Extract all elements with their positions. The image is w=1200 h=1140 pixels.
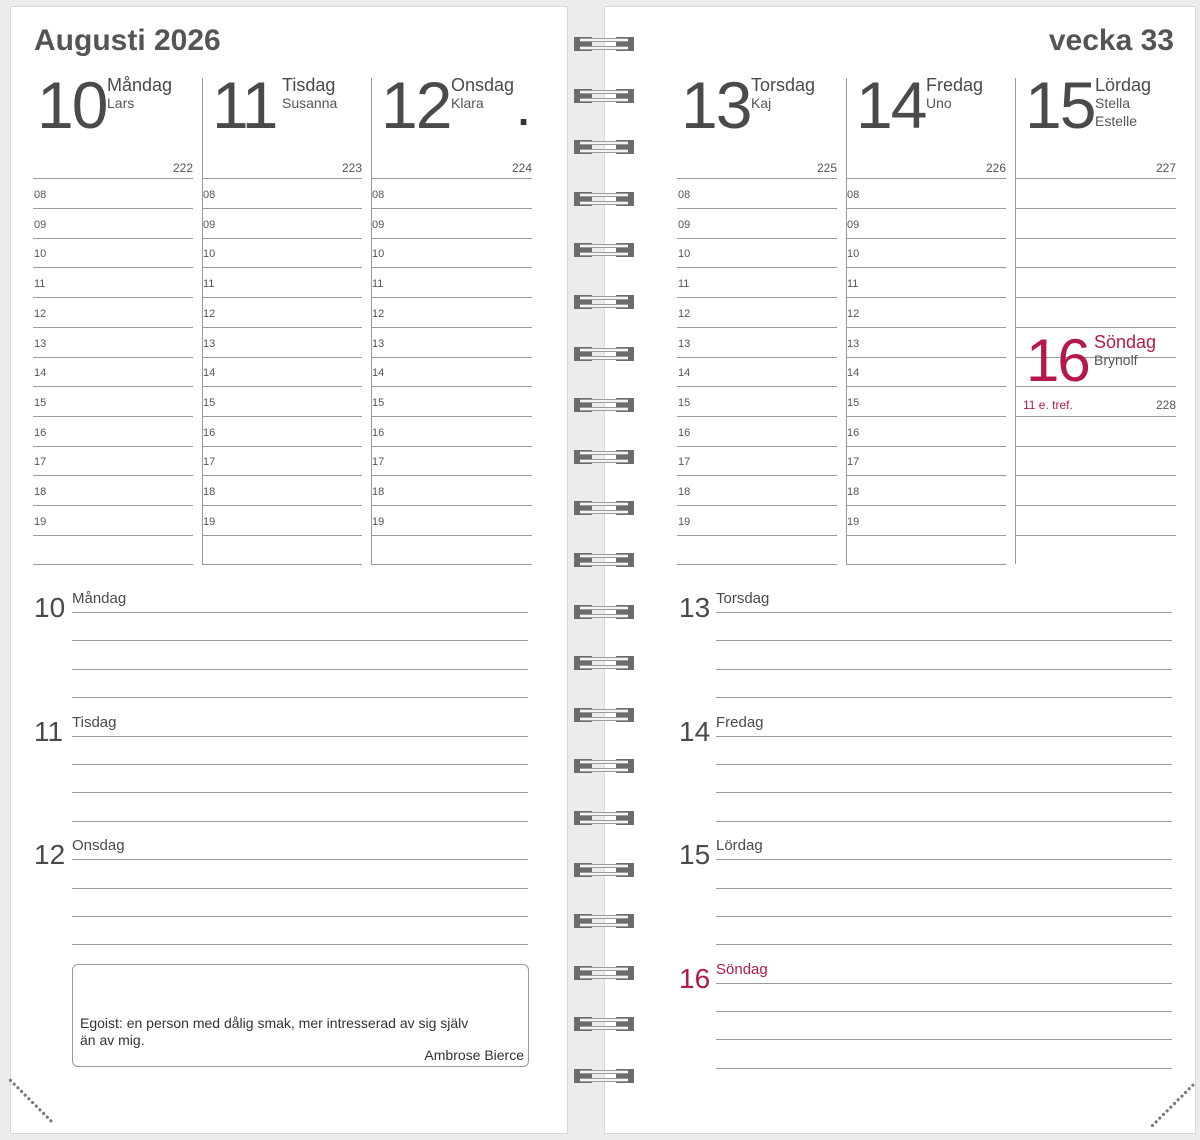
week-number: vecka 33: [1048, 24, 1174, 57]
hour-label: 09: [678, 218, 691, 231]
hour-line: [371, 535, 532, 536]
hour-label: 11: [678, 278, 690, 291]
section-day-name: Lördag: [716, 837, 763, 855]
hour-label: 18: [678, 486, 691, 498]
hour-label: 15: [372, 396, 385, 409]
hour-label: 17: [372, 456, 385, 469]
quote-author: Ambrose Bierce: [424, 1047, 524, 1063]
section-day-number: 10: [34, 592, 66, 623]
binding-ring: [572, 963, 636, 983]
day-of-year: 226: [985, 161, 1006, 175]
hour-label: 17: [34, 456, 47, 469]
hour-line: [371, 208, 532, 209]
hour-line: [33, 564, 193, 565]
hour-line: [846, 535, 1006, 536]
day-of-year: 223: [341, 161, 362, 175]
hour-line: [846, 208, 1006, 209]
day-of-year: 224: [511, 161, 532, 175]
hour-label: 14: [678, 367, 691, 380]
writing-line: [716, 1039, 1172, 1040]
hour-line: [202, 327, 362, 328]
hour-label: 16: [203, 426, 216, 439]
sunday-note: 11 e. tref.: [1023, 398, 1073, 412]
hour-label: 19: [203, 515, 216, 528]
hour-line: [371, 416, 532, 417]
hour-label: 17: [203, 456, 216, 469]
hour-line: [1015, 238, 1176, 239]
hour-line: [371, 267, 532, 268]
writing-line: [716, 1068, 1172, 1069]
hour-line: [677, 386, 837, 387]
hour-line: [677, 327, 837, 328]
binding-ring: [572, 86, 636, 106]
section-day-number: 14: [679, 715, 711, 747]
sunday-name-day: Brynolf: [1094, 352, 1138, 368]
binding-ring: [572, 860, 636, 880]
hour-label: 11: [372, 278, 384, 291]
hour-label: 11: [203, 278, 215, 291]
hour-label: 08: [847, 189, 860, 201]
hour-label: 13: [678, 337, 691, 350]
hour-line: [846, 238, 1006, 239]
writing-line: [716, 669, 1172, 670]
hour-line: [677, 446, 837, 447]
hour-line: [677, 357, 837, 358]
hour-line: [1015, 535, 1176, 536]
column-divider: [1015, 78, 1016, 564]
binding-ring: [572, 602, 636, 622]
hour-label: 19: [372, 515, 385, 528]
binding-ring: [572, 653, 636, 673]
sunday-number: 16: [1026, 327, 1089, 394]
writing-line: [72, 821, 528, 822]
hour-line: [846, 446, 1006, 447]
binding-ring: [572, 1066, 636, 1086]
hour-line: [33, 535, 193, 536]
hour-line: [677, 416, 837, 417]
binding-ring: [572, 1014, 636, 1034]
sunday-day-of-year: 228: [1155, 398, 1176, 412]
hour-line: [33, 238, 193, 239]
name-day: Kaj: [751, 95, 772, 111]
hour-label: 15: [678, 396, 691, 409]
hour-label: 13: [203, 337, 216, 350]
hour-label: 13: [847, 337, 860, 350]
writing-line: [716, 859, 1172, 860]
hour-line: [202, 535, 362, 536]
hour-label: 10: [678, 248, 691, 261]
hour-label: 11: [34, 278, 46, 291]
hour-line: [846, 357, 1006, 358]
hour-label: 12: [847, 307, 860, 320]
section-day-name: Torsdag: [716, 590, 770, 607]
hour-label: 10: [847, 248, 860, 261]
hour-line: [677, 535, 837, 536]
hour-line: [371, 386, 532, 387]
hour-line: [677, 238, 837, 239]
binding-ring: [572, 447, 636, 467]
writing-line: [72, 792, 528, 793]
hour-line: [371, 327, 532, 328]
hour-line: [846, 416, 1006, 417]
hour-label: 16: [847, 426, 860, 439]
section-day-name: Onsdag: [72, 837, 125, 855]
writing-line: [716, 612, 1172, 613]
hour-line: [202, 297, 362, 298]
section-day-name: Fredag: [716, 713, 764, 731]
section-day-name: Söndag: [716, 960, 768, 978]
hour-line: [371, 357, 532, 358]
hour-label: 18: [203, 486, 216, 498]
writing-line: [72, 669, 528, 670]
hour-label: 13: [34, 337, 47, 350]
section-day-number: 16: [679, 962, 711, 994]
writing-line: [72, 640, 528, 641]
hour-line: [371, 564, 532, 565]
binding-ring: [572, 137, 636, 157]
hour-label: 09: [34, 218, 47, 231]
hour-line: [33, 297, 193, 298]
binding-ring: [572, 292, 636, 312]
day-name: Onsdag: [451, 75, 515, 95]
writing-line: [716, 983, 1172, 984]
day-name: Måndag: [107, 75, 173, 95]
header-rule: [846, 178, 1006, 179]
hour-label: 17: [847, 456, 860, 469]
day-number: 12: [381, 68, 451, 142]
hour-label: 10: [34, 248, 47, 261]
hour-label: 12: [678, 307, 691, 320]
binding-ring: [572, 550, 636, 570]
header-rule: [202, 178, 362, 179]
hour-label: 18: [372, 486, 385, 498]
hour-line: [202, 416, 362, 417]
hour-line: [202, 475, 362, 476]
writing-line: [72, 888, 528, 889]
hour-line: [33, 208, 193, 209]
hour-label: 16: [34, 426, 47, 439]
binding-ring: [572, 395, 636, 415]
day-number: 14: [856, 68, 926, 142]
hour-line: [677, 475, 837, 476]
header-rule: [33, 178, 193, 179]
section-day-name: Måndag: [72, 590, 127, 607]
hour-line: [846, 564, 1006, 565]
name-day: Susanna: [282, 95, 338, 111]
day-of-year: 227: [1155, 161, 1176, 175]
sunday-name: Söndag: [1094, 332, 1157, 352]
writing-line: [716, 1011, 1172, 1012]
binding-ring: [572, 911, 636, 931]
hour-label: 08: [678, 189, 691, 201]
day-of-year: 225: [816, 161, 837, 175]
hour-line: [33, 386, 193, 387]
binding-ring: [572, 705, 636, 725]
hour-line: [371, 297, 532, 298]
hour-label: 19: [847, 515, 860, 528]
binding-ring: [572, 808, 636, 828]
hour-line: [202, 208, 362, 209]
day-name: Lördag: [1095, 75, 1152, 95]
binding-ring: [572, 34, 636, 54]
hour-line: [846, 267, 1006, 268]
binding-ring: [572, 498, 636, 518]
hour-line: [371, 475, 532, 476]
day-number: 13: [681, 68, 751, 142]
hour-line: [677, 267, 837, 268]
hour-label: 14: [203, 367, 216, 380]
name-day: Klara: [451, 95, 484, 111]
hour-label: 12: [34, 307, 47, 320]
writing-line: [72, 944, 528, 945]
day-of-year: 222: [172, 161, 193, 175]
writing-line: [716, 697, 1172, 698]
hour-label: 13: [372, 337, 385, 350]
hour-line: [1015, 267, 1176, 268]
section-day-number: 12: [34, 839, 66, 871]
hour-line: [202, 267, 362, 268]
hour-line: [846, 327, 1006, 328]
hour-line: [202, 238, 362, 239]
section-day-number: 15: [679, 839, 711, 871]
section-day-number: 13: [679, 592, 711, 623]
hour-label: 17: [678, 456, 691, 469]
writing-line: [72, 612, 528, 613]
writing-line: [716, 792, 1172, 793]
hour-line: [677, 297, 837, 298]
hour-line: [202, 357, 362, 358]
hour-label: 15: [203, 396, 216, 409]
day-name: Fredag: [926, 75, 984, 95]
name-day: Lars: [107, 95, 135, 111]
hour-label: 09: [372, 218, 385, 231]
hour-label: 09: [847, 218, 860, 231]
hour-label: 18: [847, 486, 860, 498]
hour-label: 11: [847, 278, 859, 291]
writing-line: [72, 764, 528, 765]
hour-line: [677, 564, 837, 565]
hour-line: [33, 357, 193, 358]
writing-line: [716, 916, 1172, 917]
header-rule: [677, 178, 837, 179]
hour-label: 08: [34, 189, 47, 201]
hour-label: 14: [34, 367, 47, 380]
writing-line: [716, 821, 1172, 822]
binding-ring: [572, 344, 636, 364]
hour-label: 12: [203, 307, 216, 320]
header-rule: [1015, 178, 1176, 179]
hour-line: [677, 208, 837, 209]
hour-line: [1015, 208, 1176, 209]
hour-line: [202, 564, 362, 565]
hour-label: 15: [34, 396, 47, 409]
section-day-number: 11: [34, 715, 64, 747]
writing-line: [72, 736, 528, 737]
hour-line: [202, 386, 362, 387]
hour-line: [1015, 505, 1176, 506]
hour-line: [846, 297, 1006, 298]
writing-line: [716, 888, 1172, 889]
writing-line: [72, 697, 528, 698]
hour-label: 16: [678, 426, 691, 439]
hour-line: [33, 446, 193, 447]
perforation-dots: ••••••••••••: [1146, 1077, 1200, 1132]
writing-line: [716, 640, 1172, 641]
hour-line: [33, 505, 193, 506]
hour-label: 14: [847, 367, 860, 380]
hour-label: 10: [372, 248, 385, 261]
hour-line: [33, 416, 193, 417]
hour-line: [846, 505, 1006, 506]
hour-line: [371, 238, 532, 239]
hour-label: 08: [372, 189, 385, 201]
hour-label: 14: [372, 367, 385, 380]
name-day: Stella: [1095, 95, 1131, 111]
hour-label: 15: [847, 396, 860, 409]
header-rule: [371, 178, 532, 179]
hour-line: [33, 327, 193, 328]
hour-line: [1015, 297, 1176, 298]
hour-line: [202, 446, 362, 447]
binding-ring: [572, 756, 636, 776]
hour-line: [33, 267, 193, 268]
perforation-dots: ••••••••••••: [4, 1074, 59, 1129]
name-day: Uno: [926, 95, 952, 111]
writing-line: [716, 944, 1172, 945]
day-name: Torsdag: [751, 75, 816, 95]
hour-label: 18: [34, 486, 47, 498]
quote-box: [72, 964, 529, 1067]
day-number: 11: [212, 68, 277, 142]
hour-line: [202, 505, 362, 506]
writing-line: [716, 764, 1172, 765]
writing-line: [72, 916, 528, 917]
hour-label: 08: [203, 189, 216, 201]
hour-line: [846, 475, 1006, 476]
writing-line: [716, 736, 1172, 737]
hour-label: 19: [678, 515, 691, 528]
day-name: Tisdag: [282, 75, 336, 95]
hour-label: 19: [34, 515, 47, 528]
binding-ring: [572, 240, 636, 260]
month-year-title: Augusti 2026: [34, 24, 221, 57]
name-day: Estelle: [1095, 113, 1138, 129]
writing-line: [72, 859, 528, 860]
hour-line: [371, 446, 532, 447]
day-number: 10: [37, 68, 107, 142]
hour-line: [1015, 475, 1176, 476]
hour-line: [371, 505, 532, 506]
hour-line: [846, 386, 1006, 387]
hour-line: [1015, 416, 1176, 417]
dot-marker: .: [518, 90, 530, 134]
hour-line: [677, 505, 837, 506]
section-day-name: Tisdag: [72, 713, 117, 731]
day-number: 15: [1025, 68, 1095, 142]
hour-label: 12: [372, 307, 385, 320]
hour-line: [33, 475, 193, 476]
binding-ring: [572, 189, 636, 209]
hour-label: 16: [372, 426, 385, 439]
hour-line: [1015, 446, 1176, 447]
hour-label: 10: [203, 248, 216, 261]
quote-text: Egoist: en person med dålig smak, mer intresserad av sig själv än av mig.: [80, 1015, 469, 1048]
hour-label: 09: [203, 218, 216, 231]
